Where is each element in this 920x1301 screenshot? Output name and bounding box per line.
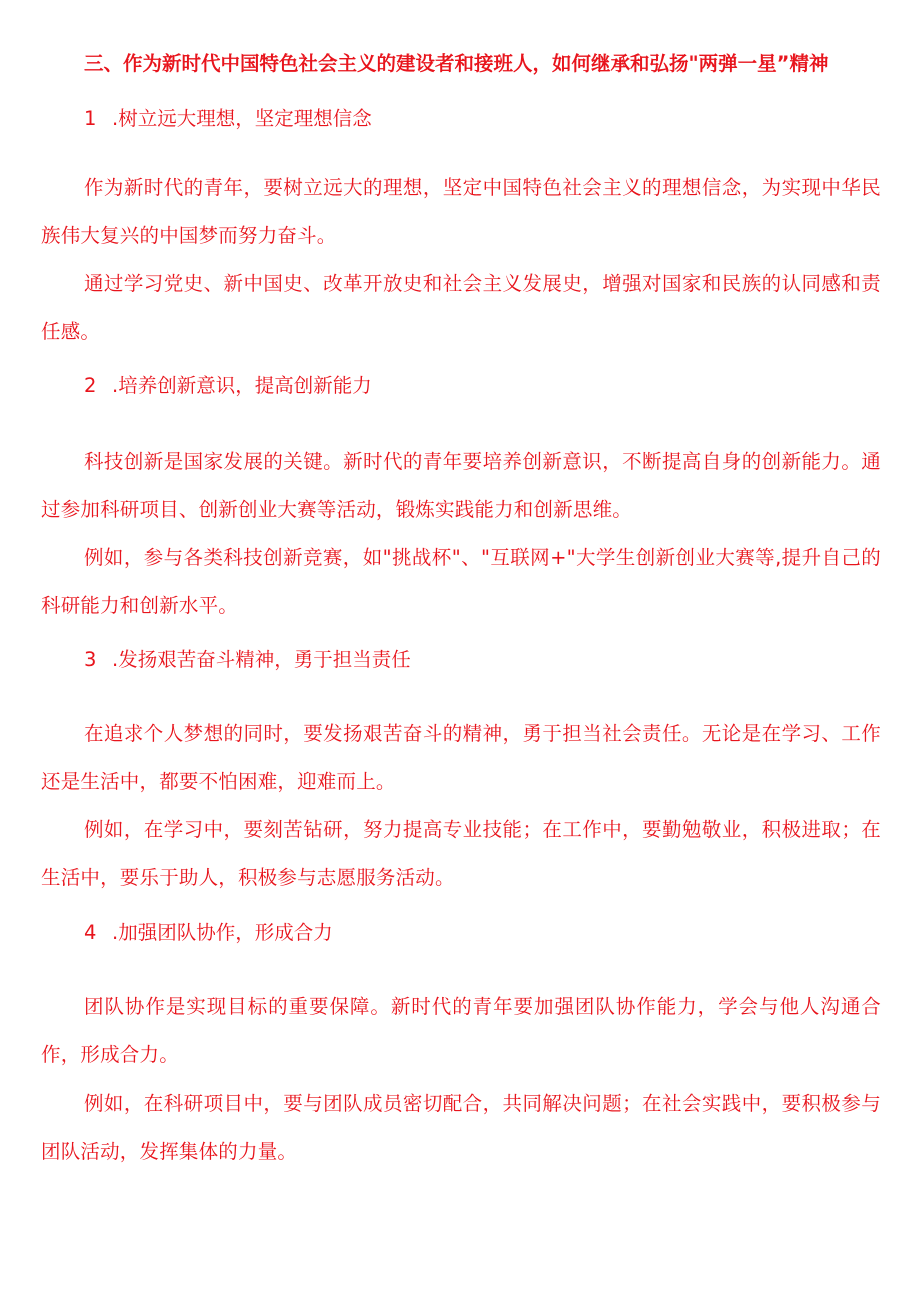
paragraph: 团队协作是实现目标的重要保障。新时代的青年要加强团队协作能力，学会与他人沟通合作，形成合力。 bbox=[41, 995, 881, 1066]
section-heading-text: .树立远大理想，坚定理想信念 bbox=[112, 107, 372, 130]
section-number: 3 bbox=[84, 648, 97, 671]
section-heading-text: .培养创新意识，提高创新能力 bbox=[112, 374, 372, 397]
section-number: 2 bbox=[84, 374, 97, 397]
section-heading-4 bbox=[84, 919, 333, 947]
section-heading-2 bbox=[84, 372, 372, 400]
paragraph: 科技创新是国家发展的关键。新时代的青年要培养创新意识，不断提高自身的创新能力。通过参加科研项目、创新创业大赛等活动，锻炼实践能力和创新思维。 bbox=[41, 450, 881, 521]
section-heading-text: .发扬艰苦奋斗精神，勇于担当责任 bbox=[112, 648, 411, 671]
paragraph: 例如，参与各类科技创新竞赛，如"挑战杯"、"互联网+"大学生创新创业大赛等,提升自己的科研能力和创新水平。 bbox=[41, 546, 881, 617]
paragraph: 在追求个人梦想的同时，要发扬艰苦奋斗的精神，勇于担当社会责任。无论是在学习、工作还是生活中，都要不怕困难，迎难而上。 bbox=[41, 722, 881, 793]
paragraph: 作为新时代的青年，要树立远大的理想，坚定中国特色社会主义的理想信念，为实现中华民族伟大复兴的中国梦而努力奋斗。 bbox=[41, 176, 881, 247]
page-title: 三、作为新时代中国特色社会主义的建设者和接班人，如何继承和弘扬"两弹一星”精神 bbox=[84, 52, 829, 75]
paragraph: 例如，在科研项目中，要与团队成员密切配合，共同解决问题；在社会实践中，要积极参与团队活动，发挥集体的力量。 bbox=[41, 1092, 881, 1163]
paragraph: 例如，在学习中，要刻苦钻研，努力提高专业技能；在工作中，要勤勉敬业，积极进取；在生活中，要乐于助人，积极参与志愿服务活动。 bbox=[41, 818, 881, 889]
section-number: 4 bbox=[84, 921, 97, 944]
paragraph: 通过学习党史、新中国史、改革开放史和社会主义发展史，增强对国家和民族的认同感和责任感。 bbox=[41, 272, 881, 343]
section-heading-3 bbox=[84, 646, 411, 674]
section-heading-1 bbox=[84, 105, 372, 133]
section-number: 1 bbox=[84, 107, 97, 130]
section-heading-text: .加强团队协作，形成合力 bbox=[112, 921, 333, 944]
